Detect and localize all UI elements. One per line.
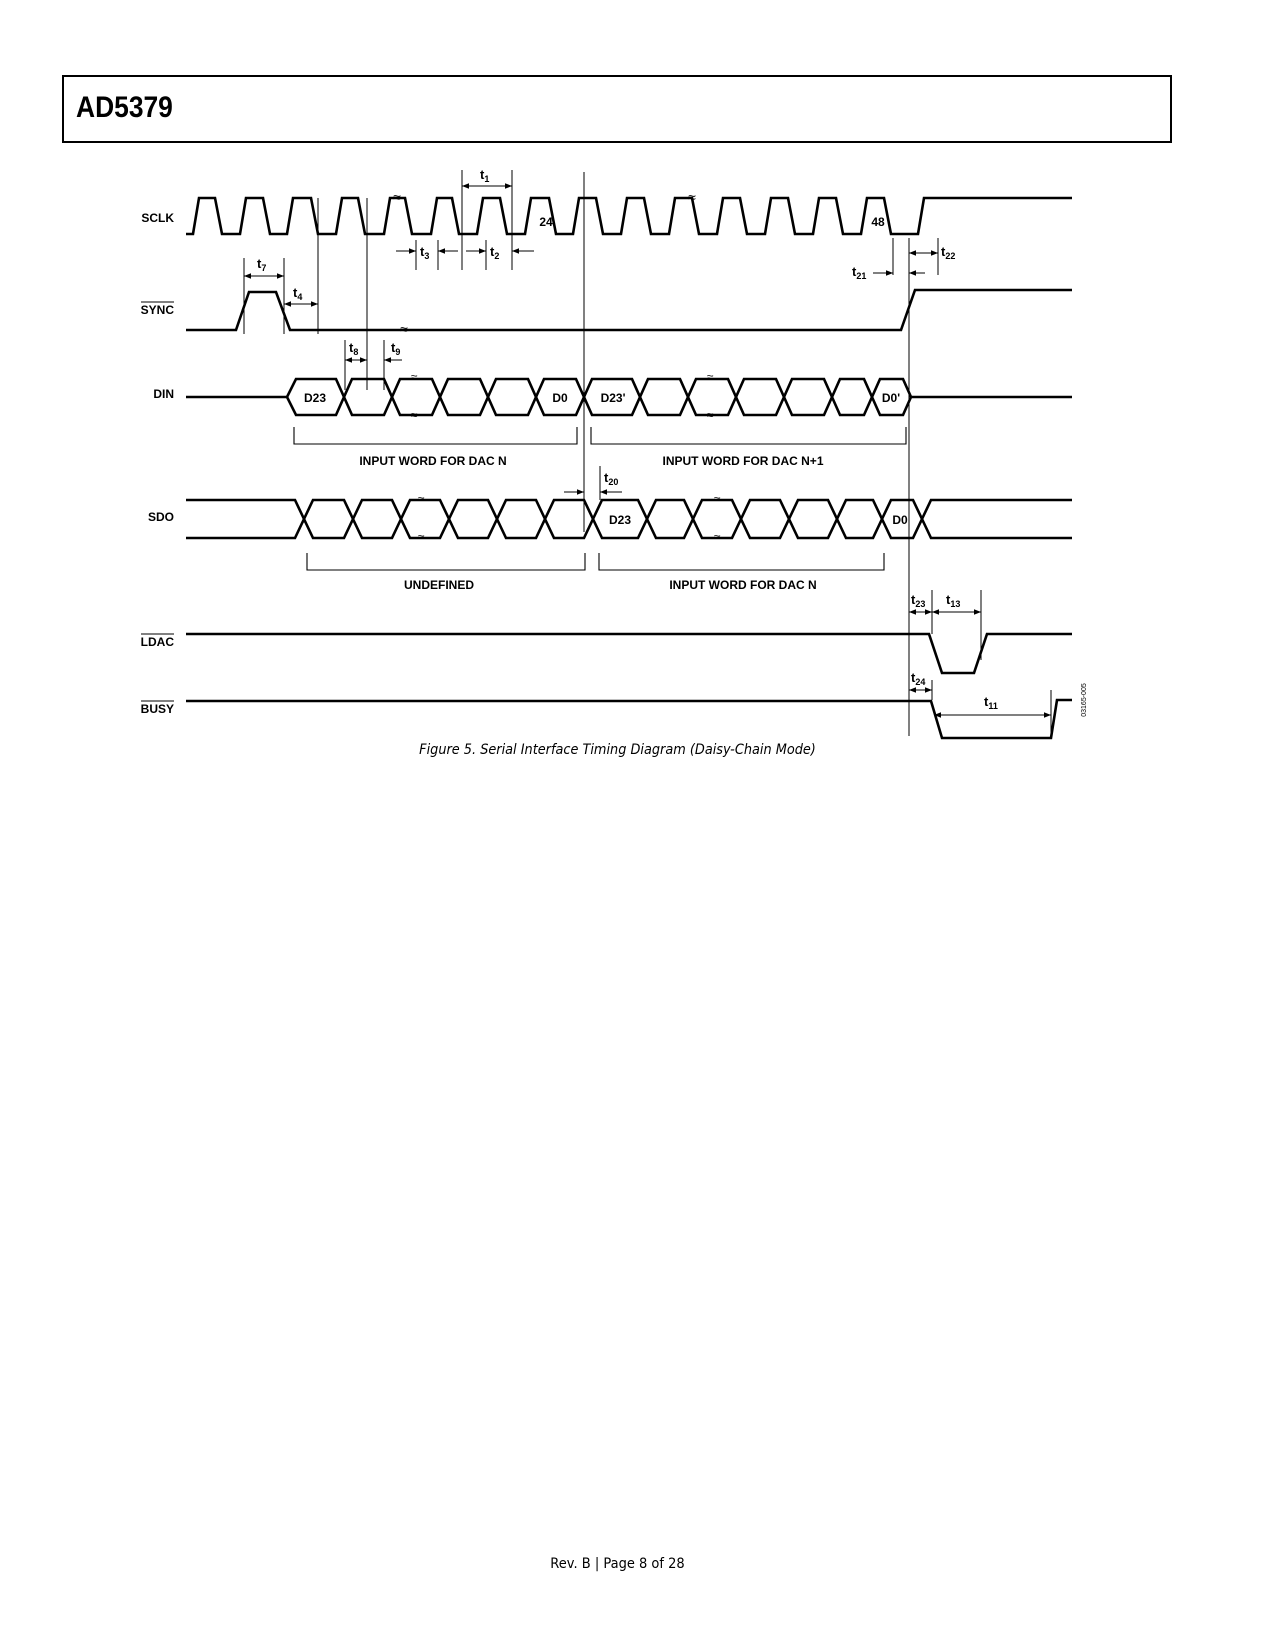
timing-label-t24: $t_{24}$ — [911, 670, 926, 687]
figure-caption: Figure 5. Serial Interface Timing Diagram (Daisy-Chain Mode) — [419, 742, 816, 758]
timing-label-t2: $t_2$ — [490, 244, 500, 261]
timing-label-t22: $t_{22}$ — [941, 244, 956, 261]
din-word-d23-prime: D23' — [600, 391, 626, 405]
timing-label-t4: $t_4$ — [293, 285, 303, 302]
din-word-d23: D23 — [303, 391, 327, 405]
clock-label-24: 24 — [539, 215, 553, 229]
din-bracket-word-n — [294, 427, 577, 444]
page-footer: Rev. B | Page 8 of 28 — [550, 1556, 685, 1572]
din-break-mark-3: ≈ — [706, 370, 714, 384]
din-break-mark-4: ≈ — [706, 408, 714, 422]
din-bracket-label-n1: INPUT WORD FOR DAC N+1 — [662, 454, 824, 468]
signal-label-busy: BUSY — [140, 702, 174, 716]
figure-id: 03165-005 — [1081, 683, 1088, 717]
sclk-waveform — [186, 198, 1072, 234]
din-data-bus-word-n1 — [584, 379, 911, 415]
clock-label-48: 48 — [871, 215, 885, 229]
sclk-break-mark-2: ≈ — [688, 189, 696, 205]
signal-label-din: DIN — [153, 387, 174, 401]
sdo-break-mark-1: ≈ — [417, 492, 425, 506]
timing-label-t13: $t_{13}$ — [946, 592, 961, 609]
din-break-mark-1: ≈ — [410, 370, 418, 384]
signal-label-ldac: LDAC — [140, 635, 174, 649]
sdo-waveform-undefined — [186, 500, 593, 538]
sdo-bracket-word-n — [599, 553, 884, 570]
part-number-title: AD5379 — [76, 91, 173, 124]
sdo-bracket-undefined — [307, 553, 585, 570]
sclk-break-mark-1: ≈ — [393, 189, 401, 205]
sdo-break-mark-2: ≈ — [417, 530, 425, 544]
timing-label-t23: $t_{23}$ — [911, 592, 926, 609]
signal-label-sclk: SCLK — [141, 211, 174, 225]
sdo-bracket-label-undefined: UNDEFINED — [403, 578, 475, 592]
timing-label-t11: $t_{11}$ — [984, 694, 998, 711]
timing-label-t20: $t_{20}$ — [604, 470, 619, 487]
sdo-word-d23: D23 — [608, 513, 632, 527]
timing-label-t8: $t_8$ — [349, 340, 359, 357]
din-bracket-label-n: INPUT WORD FOR DAC N — [359, 454, 507, 468]
ldac-waveform — [186, 634, 1072, 673]
signal-label-sdo: SDO — [147, 510, 174, 524]
din-bracket-word-n1 — [591, 427, 906, 444]
timing-diagram — [0, 0, 1275, 740]
signal-label-sync: SYNC — [140, 303, 174, 317]
timing-label-t21: $t_{21}$ — [852, 264, 867, 281]
din-word-d0-prime: D0' — [881, 391, 901, 405]
din-word-d0: D0 — [552, 391, 568, 405]
timing-label-t9: $t_9$ — [391, 340, 401, 357]
din-data-bus-word-n — [287, 379, 584, 415]
sync-break-mark: ≈ — [400, 321, 408, 337]
din-break-mark-2: ≈ — [410, 408, 418, 422]
sdo-break-mark-3: ≈ — [713, 492, 721, 506]
timing-label-t7: $t_7$ — [257, 256, 267, 273]
busy-waveform — [186, 700, 1072, 738]
sdo-waveform-word-n — [593, 500, 1072, 538]
timing-label-t1: $t_1$ — [480, 167, 490, 184]
sdo-bracket-label-n: INPUT WORD FOR DAC N — [669, 578, 817, 592]
sdo-word-d0: D0 — [892, 513, 908, 527]
timing-label-t3: $t_3$ — [420, 244, 430, 261]
sync-waveform — [186, 290, 1072, 330]
sdo-break-mark-4: ≈ — [713, 530, 721, 544]
